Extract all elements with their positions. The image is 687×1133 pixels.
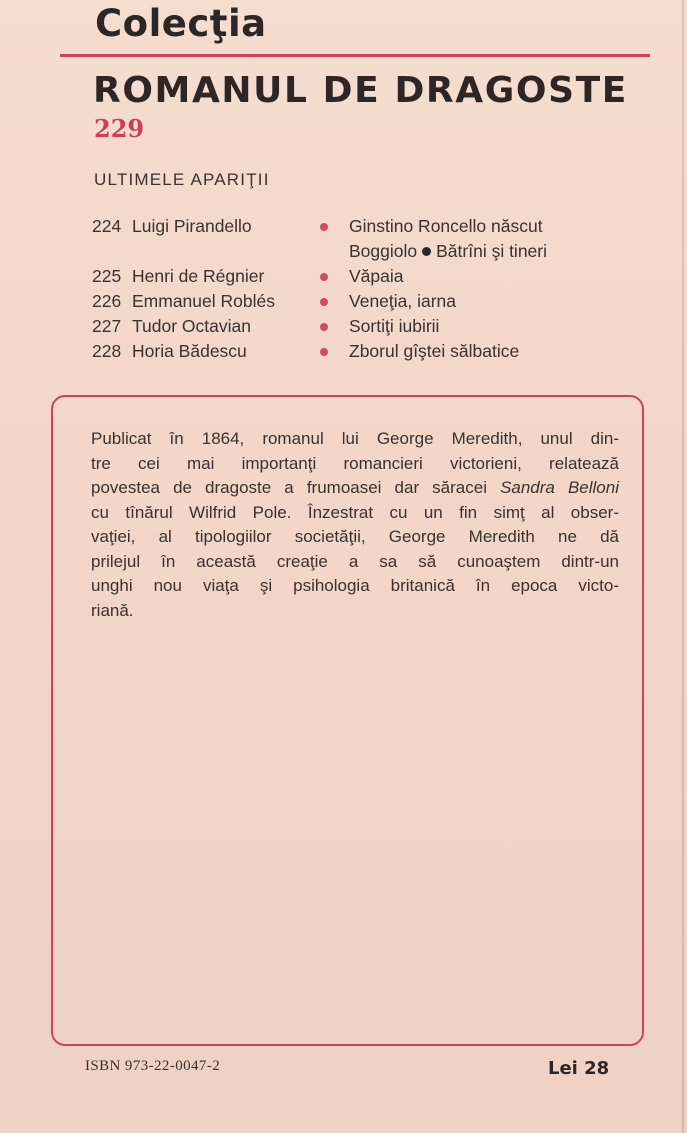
author-name: Emmanuel Roblés	[132, 291, 275, 311]
book-title: Boggiolo	[349, 241, 418, 261]
description-line	[91, 476, 619, 501]
bullet-icon	[320, 298, 328, 306]
header-divider	[60, 54, 650, 57]
series-label: Colecţia	[95, 2, 267, 45]
description-line: Publicat în 1864, romanul lui George Meredith, unul din-	[91, 429, 619, 448]
description-line: prilejul în această creaţie a sa să cunoaştem dintr-un	[91, 551, 619, 571]
author-name: Henri de Régnier	[132, 266, 265, 286]
book-title-continuation	[349, 239, 547, 264]
bullet-icon	[320, 273, 328, 281]
list-item	[92, 314, 652, 339]
book-title: Ginstino Roncello născut	[349, 216, 543, 236]
description-line: riană.	[91, 600, 134, 620]
description-text: povestea de dragoste a frumoasei dar săracei	[91, 478, 487, 497]
volume-number: 225	[92, 266, 122, 286]
recent-releases-list	[92, 214, 652, 364]
author-name: Tudor Octavian	[132, 316, 251, 336]
description-line: unghi nou viaţa şi psihologia britanică în epoca victo-	[91, 576, 619, 595]
bullet-icon	[320, 348, 328, 356]
list-item	[92, 339, 652, 364]
volume-number: 224	[92, 216, 122, 236]
description-line: cu tînărul Wilfrid Pole. Înzestrat cu un fin simţ al obser-	[91, 502, 619, 522]
recent-releases-heading: ULTIMELE APARIŢII	[94, 170, 270, 189]
page-edge	[682, 0, 684, 1133]
book-title: Văpaia	[349, 266, 404, 286]
bullet-icon	[320, 223, 328, 231]
list-item	[92, 289, 652, 314]
book-title: Zborul gîştei sălbatice	[349, 341, 520, 361]
list-item-continuation	[92, 239, 652, 264]
author-name: Luigi Pirandello	[132, 216, 252, 236]
list-item	[92, 214, 652, 239]
description-line: tre cei mai importanţi romancieri victorieni, relatează	[91, 453, 619, 473]
heroine-name: Sandra Belloni	[500, 478, 619, 497]
book-title: Sortiţi iubirii	[349, 316, 440, 336]
price-label: Lei 28	[548, 1058, 610, 1079]
list-item	[92, 264, 652, 289]
series-title: ROMANUL DE DRAGOSTE	[93, 70, 628, 111]
book-description	[91, 427, 619, 623]
description-line: vaţiei, al tipologiilor societăţii, George Meredith ne dă	[91, 527, 619, 546]
volume-number: 228	[92, 341, 122, 361]
volume-number: 227	[92, 316, 122, 336]
bullet-icon	[320, 323, 328, 331]
volume-number: 226	[92, 291, 122, 311]
author-name: Horia Bădescu	[132, 341, 247, 361]
book-title: Veneţia, iarna	[349, 291, 457, 311]
isbn-code: ISBN 973-22-0047-2	[85, 1058, 221, 1074]
book-title: Bătrîni şi tineri	[436, 241, 547, 261]
series-number: 229	[94, 114, 145, 143]
description-box	[51, 395, 644, 1046]
bullet-icon	[422, 247, 431, 256]
